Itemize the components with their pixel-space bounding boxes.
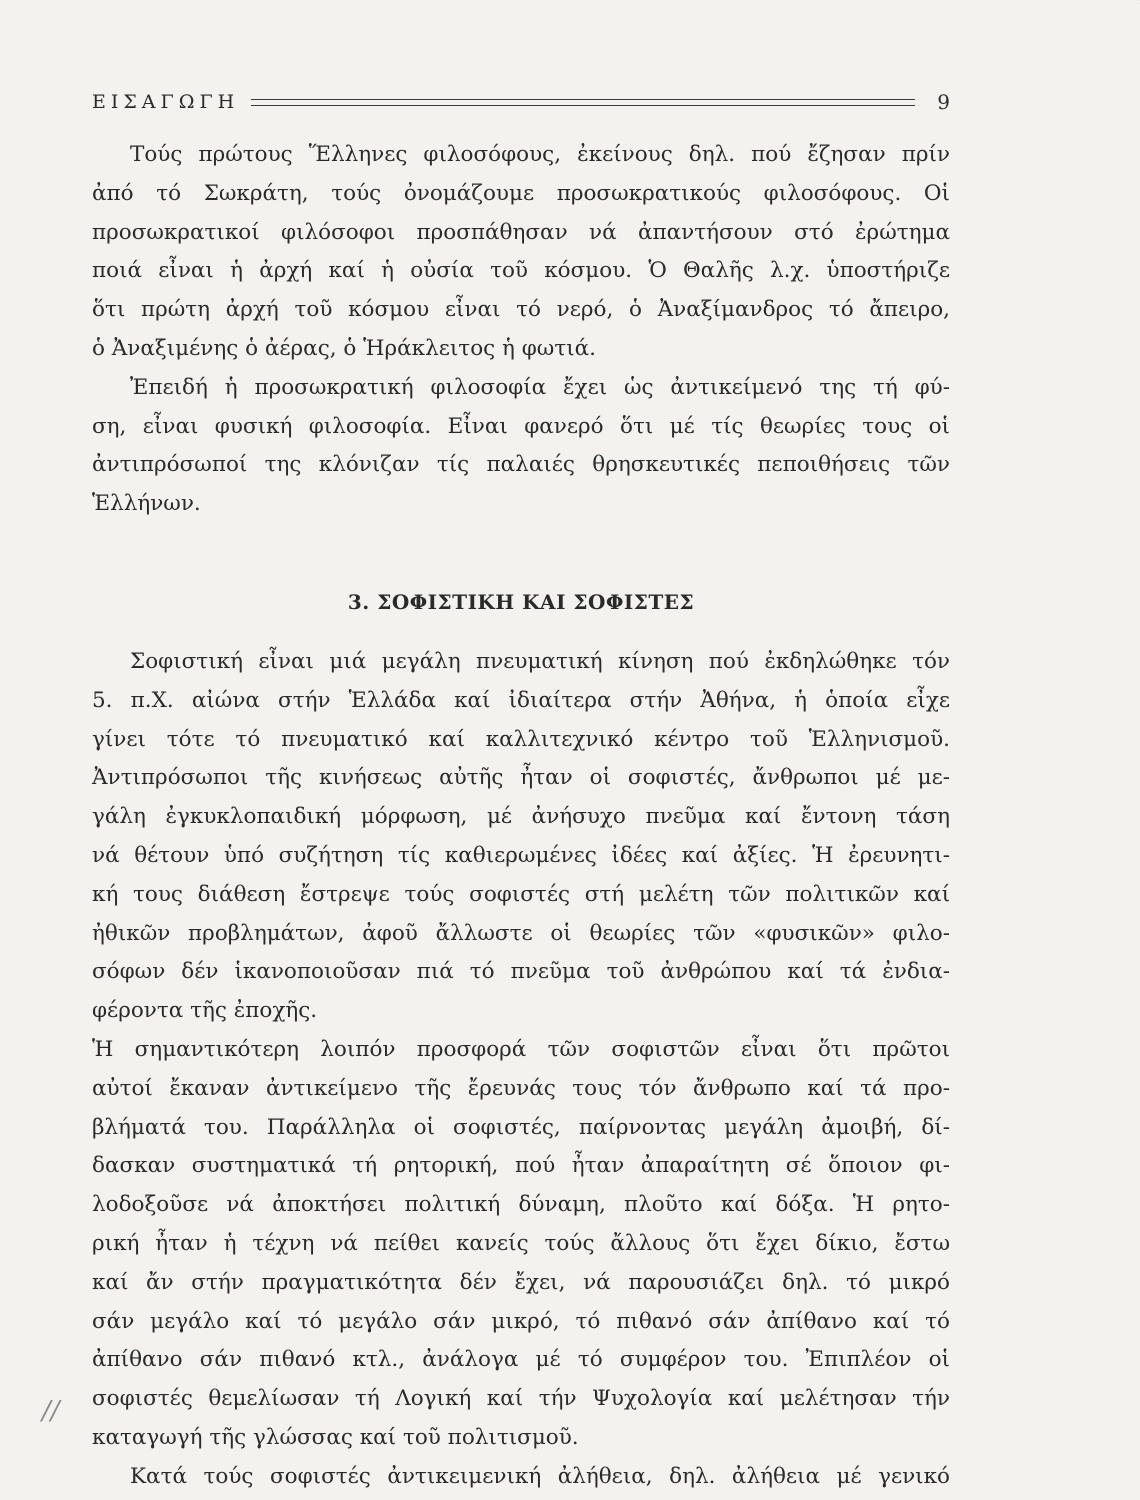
text-line: ποιά εἶναι ἡ ἀρχή καί ἡ οὐσία τοῦ κόσμου. Ὁ Θαλῆς λ.χ. ὑποστήριζε — [92, 258, 950, 284]
text-line: κή τους διάθεση ἔστρεψε τούς σοφιστές στή μελέτη τῶν πολιτικῶν καί — [92, 881, 950, 907]
text-line: δασκαν συστηματικά τή ρητορική, πού ἦταν ἀπαραίτητη σέ ὅποιον φι- — [92, 1153, 950, 1179]
text-line: γάλη ἐγκυκλοπαιδική μόρφωση, μέ ἀνήσυχο πνεῦμα καί ἔντονη τάση — [92, 804, 950, 830]
text-line: Ἐπειδή ἡ προσωκρατική φιλοσοφία ἔχει ὡς ἀντικείμενό της τή φύ- — [130, 374, 950, 400]
margin-pencil-mark: // — [42, 1396, 60, 1426]
text-line: Ἡ σημαντικότερη λοιπόν προσφορά τῶν σοφιστῶν εἶναι ὅτι πρῶτοι — [92, 1036, 950, 1062]
text-line: ρική ἦταν ἡ τέχνη νά πείθει κανείς τούς ἄλλους ὅτι ἔχει δίκιο, ἔστω — [92, 1230, 950, 1256]
text-line: ἀπό τό Σωκράτη, τούς ὀνομάζουμε προσωκρατικούς φιλοσόφους. Οἱ — [92, 180, 950, 206]
text-line: καταγωγή τῆς γλώσσας καί τοῦ πολιτισμοῦ. — [92, 1424, 579, 1450]
text-line: αὐτοί ἔκαναν ἀντικείμενο τῆς ἔρευνάς τους τόν ἄνθρωπο καί τά προ- — [92, 1075, 950, 1101]
text-line: Ἑλλήνων. — [92, 491, 201, 517]
text-line: σοφιστές θεμελίωσαν τή Λογική καί τήν Ψυχολογία καί μελέτησαν τήν — [92, 1386, 950, 1412]
text-line: φέροντα τῆς ἐποχῆς. — [92, 998, 318, 1024]
text-block-presocratics — [92, 136, 950, 524]
running-head: ΕΙΣΑΓΩΓΗ — [92, 91, 240, 113]
text-line: καί ἄν στήν πραγματικότητα δέν ἔχει, νά παρουσιάζει δηλ. τό μικρό — [92, 1269, 950, 1295]
text-line: ση, εἶναι φυσική φιλοσοφία. Εἶναι φανερό ὅτι μέ τίς θεωρίες τους οἱ — [92, 413, 950, 439]
text-line: Σοφιστική εἶναι μιά μεγάλη πνευματική κίνηση πού ἐκδηλώθηκε τόν — [130, 649, 950, 674]
text-line: ἀπίθανο σάν πιθανό κτλ., ἀνάλογα μέ τό συμφέρον του. Ἐπιπλέον οἱ — [92, 1347, 950, 1373]
page-header — [92, 86, 950, 118]
text-line: λοδοξοῦσε νά ἀποκτήσει πολιτική δύναμη, πλοῦτο καί δόξα. Ἡ ρητο- — [92, 1192, 950, 1218]
text-line: Ἀντιπρόσωποι τῆς κινήσεως αὐτῆς ἦταν οἱ σοφιστές, ἄνθρωποι μέ με- — [92, 765, 950, 791]
text-block-sophists — [92, 643, 950, 1497]
text-line: νά θέτουν ὑπό συζήτηση τίς καθιερωμένες ἰδέες καί ἀξίες. Ἡ ἐρευνητι- — [92, 842, 950, 868]
text-line: ἀντιπρόσωποί της κλόνιζαν τίς παλαιές θρησκευτικές πεποιθήσεις τῶν — [92, 452, 950, 478]
text-line: Κατά τούς σοφιστές ἀντικειμενική ἀλήθεια, δηλ. ἀλήθεια μέ γενικό — [130, 1463, 950, 1489]
text-line: 5. π.Χ. αἰώνα στήν Ἑλλάδα καί ἰδιαίτερα στήν Ἀθήνα, ἡ ὁποία εἶχε — [92, 687, 950, 713]
text-line: ἠθικῶν προβλημάτων, ἀφοῦ ἄλλωστε οἱ θεωρίες τῶν «φυσικῶν» φιλο- — [92, 920, 950, 946]
text-line: ὁ Ἀναξιμένης ὁ ἀέρας, ὁ Ἡράκλειτος ἡ φωτιά. — [92, 335, 597, 361]
text-line: προσωκρατικοί φιλόσοφοι προσπάθησαν νά ἀπαντήσουν στό ἐρώτημα — [92, 219, 950, 245]
header-double-rule — [251, 99, 915, 106]
section-heading: 3. ΣΟΦΙΣΤΙΚΗ ΚΑΙ ΣΟΦΙΣΤΕΣ — [347, 590, 695, 614]
text-line: βλήματά του. Παράλληλα οἱ σοφιστές, παίρνοντας μεγάλη ἀμοιβή, δί- — [92, 1114, 950, 1140]
text-line: ὅτι πρώτη ἀρχή τοῦ κόσμου εἶναι τό νερό, ὁ Ἀναξίμανδρος τό ἄπειρο, — [92, 297, 950, 323]
text-line: σάν μεγάλο καί τό μεγάλο σάν μικρό, τό πιθανό σάν ἀπίθανο καί τό — [92, 1308, 950, 1334]
page-number: 9 — [937, 90, 950, 114]
page-corner-fold — [1074, 0, 1140, 24]
text-line: σόφων δέν ἱκανοποιοῦσαν πιά τό πνεῦμα τοῦ ἀνθρώπου καί τά ἐνδια- — [92, 959, 950, 985]
text-line: Τούς πρώτους Ἕλληνες φιλοσόφους, ἐκείνους δηλ. πού ἔζησαν πρίν — [130, 142, 950, 167]
text-line: γίνει τότε τό πνευματικό καί καλλιτεχνικό κέντρο τοῦ Ἑλληνισμοῦ. — [92, 726, 950, 752]
